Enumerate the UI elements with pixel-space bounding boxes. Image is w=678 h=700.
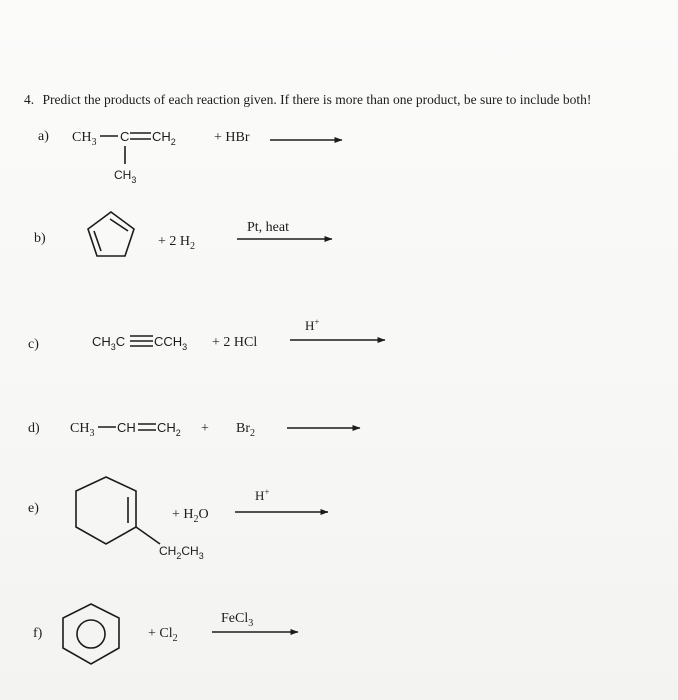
benzene-ring — [63, 604, 119, 664]
reaction-d-plus: + — [201, 421, 209, 436]
reaction-d-ch3: $CH_3$ — [70, 421, 95, 439]
ethyl-bond — [136, 527, 160, 544]
reaction-d-label: d) — [28, 421, 40, 436]
ethyl-substituent: $CH_2CH_3$ — [159, 544, 204, 561]
reaction-c-reagent: + 2 HCl — [212, 335, 258, 350]
reaction-c — [28, 317, 385, 352]
reaction-c-right-group: $CCH_3$ — [154, 334, 188, 352]
reaction-a — [38, 129, 342, 185]
reaction-f — [33, 604, 298, 664]
reaction-a-reagent: + HBr — [214, 130, 250, 145]
reaction-d — [28, 420, 360, 439]
reaction-c-catalyst: H+ — [305, 317, 320, 333]
reaction-b-reagent: + 2 $H_2$ — [158, 234, 196, 252]
question-header — [24, 92, 591, 107]
question-text: Predict the products of each reaction given. If there is more than one product, be sure to include both! — [42, 92, 592, 107]
reaction-c-label: c) — [28, 337, 39, 352]
reaction-f-label: f) — [33, 626, 43, 641]
reaction-a-ch2: $CH_2$ — [152, 129, 176, 147]
reaction-c-left-group: $CH_3C$ — [92, 334, 126, 352]
reaction-b — [34, 212, 332, 256]
reaction-e-label: e) — [28, 501, 39, 516]
reaction-b-condition: Pt, heat — [247, 220, 289, 235]
reaction-d-ch: CH — [117, 420, 136, 435]
reaction-f-catalyst: FeCl$_3$ — [221, 611, 254, 629]
reaction-b-label: b) — [34, 231, 46, 246]
reaction-d-ch2: $CH_2$ — [157, 420, 181, 438]
reaction-a-branch-ch3: $CH_3$ — [114, 168, 137, 185]
question-number: 4. — [24, 92, 35, 107]
reaction-a-ch3: $CH_3$ — [72, 130, 97, 148]
reaction-f-reagent: + $Cl_2$ — [148, 626, 178, 644]
benzene-aromatic-circle — [77, 620, 105, 648]
cyclohexene-ring — [76, 477, 136, 544]
reaction-a-label: a) — [38, 129, 49, 144]
reaction-e-reagent: + $H_2O$ — [172, 507, 209, 525]
reaction-a-carbon: C — [120, 129, 130, 144]
reaction-d-reagent: $Br_2$ — [236, 421, 255, 439]
reaction-e-catalyst: H+ — [255, 487, 270, 503]
reaction-e — [28, 477, 328, 561]
cyclopentadiene-double-bond-1 — [110, 219, 128, 231]
